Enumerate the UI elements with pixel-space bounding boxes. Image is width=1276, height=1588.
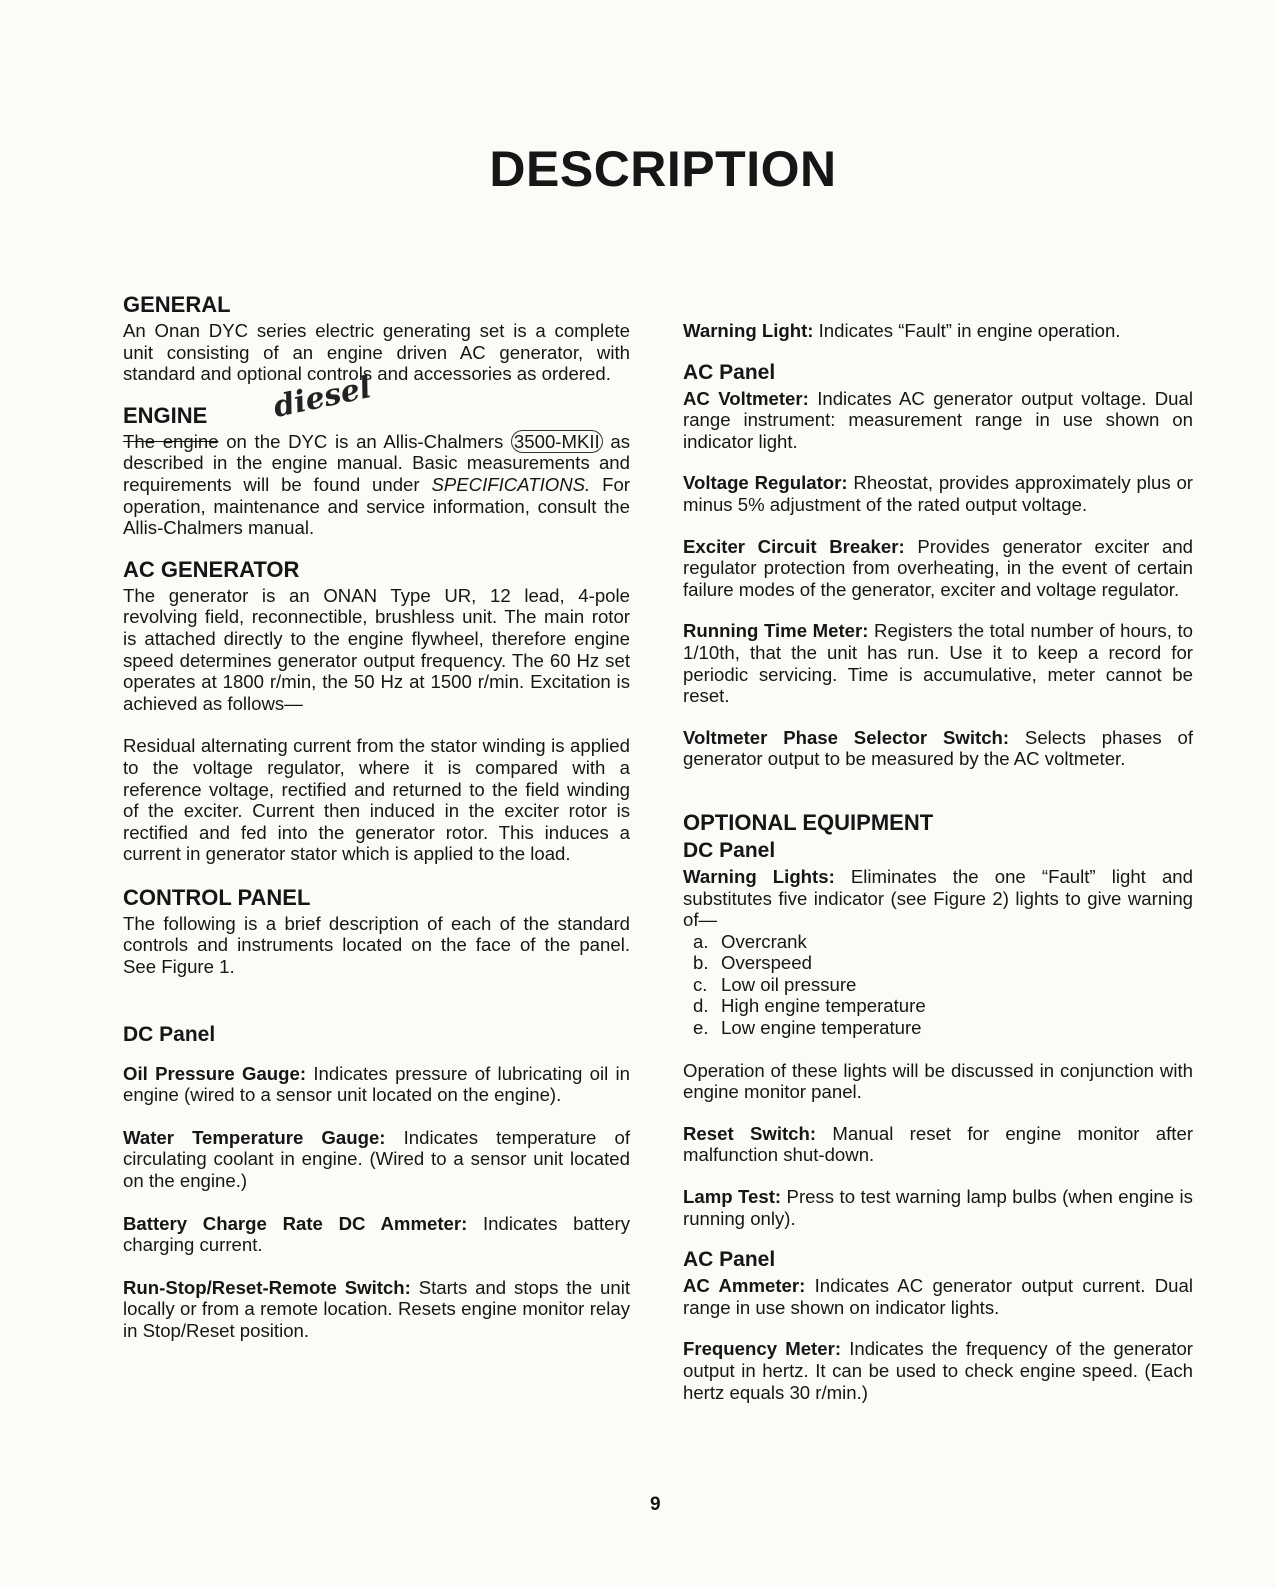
warning-lights-text: Warning Lights: Eliminates the one “Fault” light and substitutes five indicator (see Figure 2) lights to give warning of—: [683, 865, 1193, 931]
ac-item: AC Voltmeter: Indicates AC generator output voltage. Dual range instrument: measurement range in use shown on indicator light.: [683, 387, 1193, 452]
dc-item: Oil Pressure Gauge: Indicates pressure of lubricating oil in engine (wired to a sensor unit located on the engine).: [123, 1062, 630, 1106]
left-column: [123, 292, 630, 1342]
list-item: d. High engine temperature: [693, 995, 926, 1017]
section-control-panel: [123, 885, 630, 978]
specifications-ref: SPECIFICATIONS.: [431, 473, 591, 495]
dc-panel-heading: DC Panel: [123, 1022, 216, 1046]
optional-dc-item: Reset Switch: Manual reset for engine monitor after malfunction shut-down.: [683, 1122, 1194, 1166]
section-ac-panel: [683, 360, 1193, 770]
ac-item: Running Time Meter: Registers the total number of hours, to 1/10th, that the unit has run. Use it to keep a record for periodic servicing. Time is accumulative, meter cannot be reset.: [683, 620, 1193, 707]
page-number: 9: [650, 1494, 661, 1515]
operation-text: Operation of these lights will be discussed in conjunction with engine monitor panel.: [683, 1059, 1193, 1103]
dc-item: Battery Charge Rate DC Ammeter: Indicates battery charging current.: [123, 1212, 630, 1256]
circled-text: 3500-MKII: [511, 430, 603, 453]
optional-equipment-heading: OPTIONAL EQUIPMENT: [683, 809, 934, 835]
ac-generator-heading: AC GENERATOR: [123, 556, 300, 582]
optional-dc-item: Lamp Test: Press to test warning lamp bulbs (when engine is running only).: [683, 1186, 1193, 1229]
section-engine: [123, 369, 631, 539]
ac-panel-heading: AC Panel: [683, 360, 776, 384]
ac-item: Voltmeter Phase Selector Switch: Selects phases of generator output to be measured by the AC voltmeter.: [683, 726, 1193, 770]
control-panel-text: The following is a brief description of each of the standard controls and instruments located on the face of the panel. See Figure 1.: [123, 912, 630, 978]
section-ac-generator: [123, 557, 630, 865]
list-item: c. Low oil pressure: [693, 973, 857, 995]
struck-text: The engine: [123, 430, 219, 452]
warning-list: [683, 931, 1193, 1039]
optional-dc-panel-heading: DC Panel: [683, 838, 776, 862]
right-column: [683, 320, 1193, 1403]
section-optional-equipment: [683, 810, 1193, 1403]
page-title: DESCRIPTION: [489, 141, 837, 197]
optional-ac-panel-heading: AC Panel: [683, 1248, 776, 1272]
optional-ac-item: Frequency Meter: Indicates the frequency of the generator output in hertz. It can be used to check engine speed. (Each hertz equals 30 r/min.): [683, 1338, 1193, 1403]
ac-item: Voltage Regulator: Rheostat, provides approximately plus or minus 5% adjustment of the rated output voltage.: [683, 472, 1193, 515]
list-item: a. Overcrank: [693, 930, 807, 952]
optional-ac-item: AC Ammeter: Indicates AC generator output current. Dual range in use shown on indicator lights.: [683, 1275, 1193, 1318]
engine-heading: ENGINE diesel: [123, 369, 375, 428]
dc-item: Run-Stop/Reset-Remote Switch: Starts and stops the unit locally or from a remote location. Resets engine monitor relay in Stop/Reset position.: [123, 1276, 631, 1341]
list-item: e. Low engine temperature: [693, 1017, 922, 1039]
general-heading: GENERAL: [123, 292, 231, 317]
general-text: An Onan DYC series electric generating set is a complete unit consisting of an engine driven AC generator, with standard and optional controls and accessories as ordered.: [123, 320, 630, 385]
engine-text: The engine on the DYC is an Allis-Chalmers 3500-MKII as described in the engine manual. Basic measurements and requirements will be found under SPECIFICATIONS. For operation, maintenance and service information, consult the Allis-Chalmers manual.: [123, 430, 631, 539]
ac-item: Exciter Circuit Breaker: Provides generator exciter and regulator protection from overheating, in the event of certain failure modes of the generator, exciter and voltage regulator.: [683, 535, 1193, 600]
list-item: b. Overspeed: [693, 952, 812, 974]
section-general: [123, 292, 630, 385]
ac-generator-para-2: Residual alternating current from the stator winding is applied to the voltage regulator, where it is compared with a reference voltage, rectified and returned to the field winding of the exciter. Current then induced in the exciter rotor is rectified and fed into the generator rotor. This induces a current in generator stator which is applied to the load.: [123, 735, 630, 865]
control-panel-heading: CONTROL PANEL: [123, 884, 311, 910]
ac-generator-para-1: The generator is an ONAN Type UR, 12 lead, 4-pole revolving field, reconnectible, brushless unit. The main rotor is attached directly to the engine flywheel, therefore engine speed determines generator output frequency. The 60 Hz set operates at 1800 r/min, the 50 Hz at 1500 r/min. Excitation is achieved as follows—: [123, 584, 630, 714]
dc-item: Water Temperature Gauge: Indicates temperature of circulating coolant in engine. (Wired to a sensor unit located on the engine.): [123, 1126, 630, 1192]
section-dc-panel: [123, 1022, 630, 1342]
warning-light-text: Warning Light: Indicates “Fault” in engine operation.: [683, 320, 1121, 341]
handwritten-note: diesel: [270, 369, 375, 425]
